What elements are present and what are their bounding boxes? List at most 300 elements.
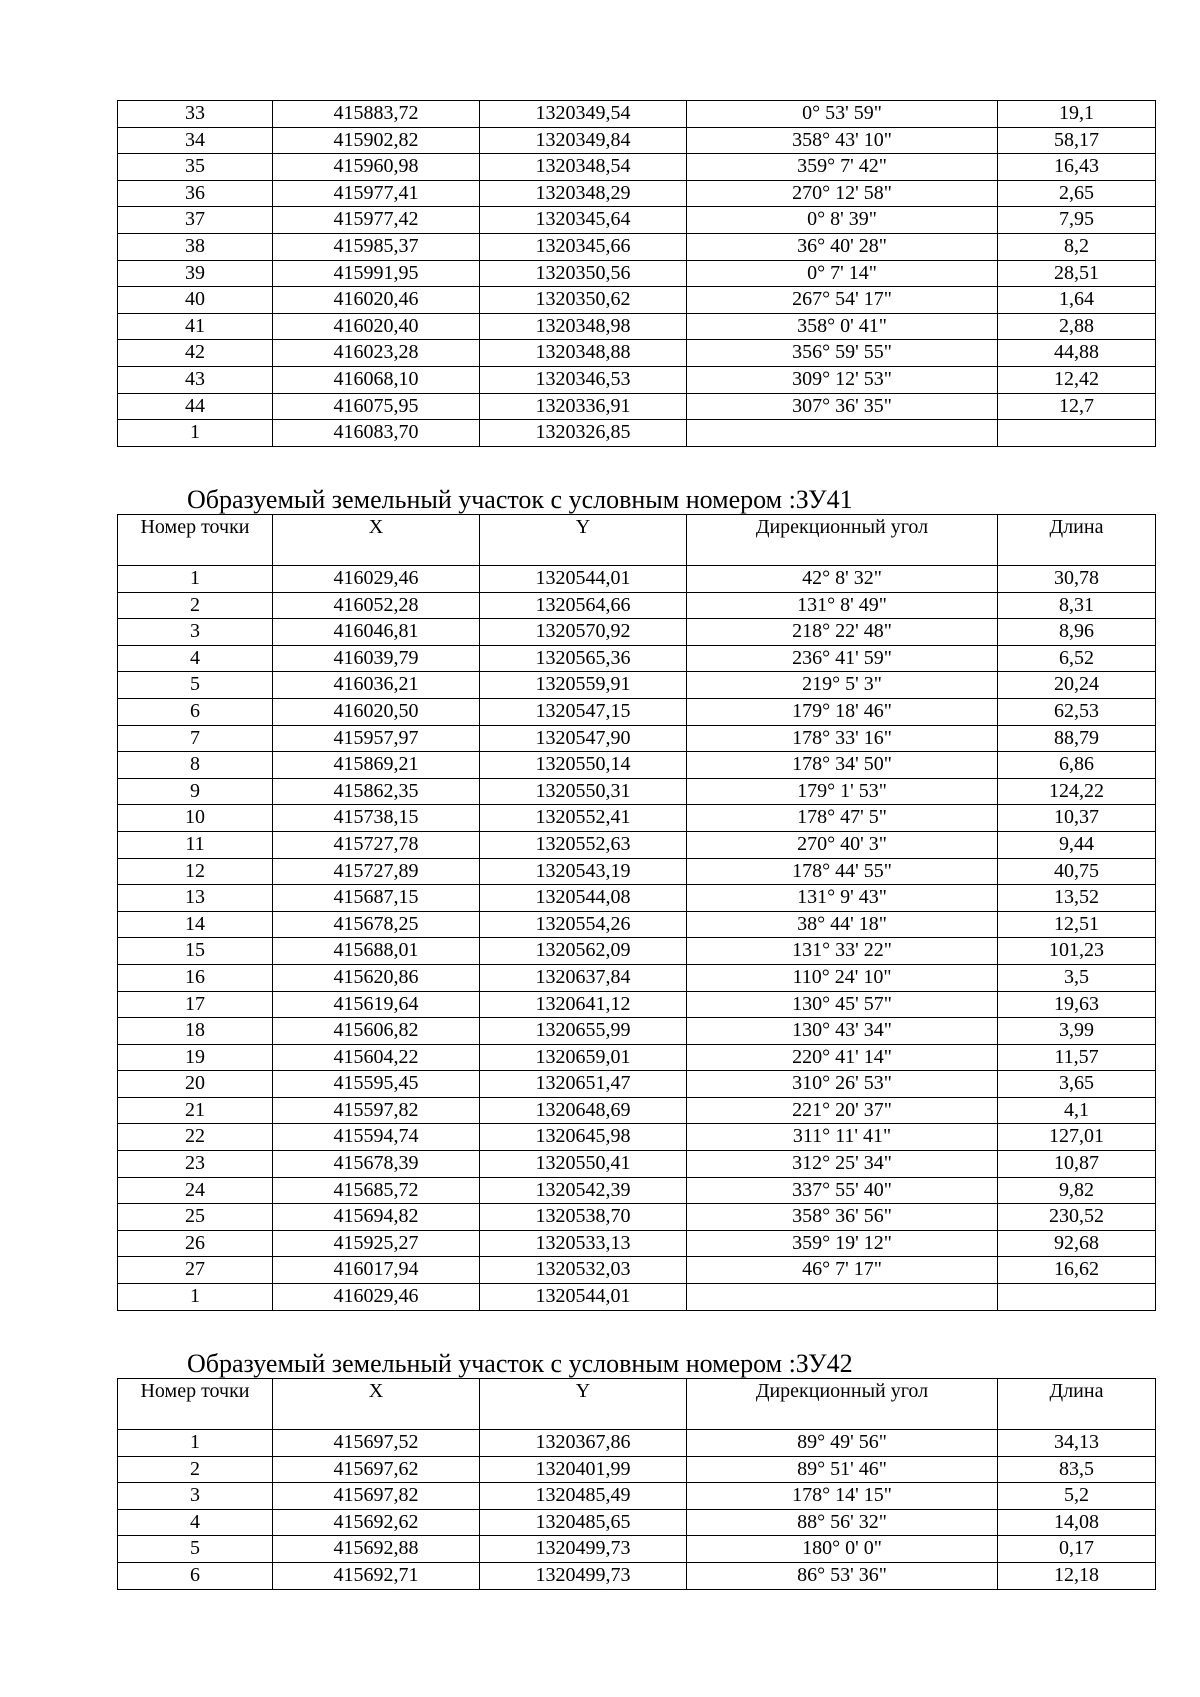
y-coord-cell: 1320547,15 — [480, 698, 687, 725]
x-coord-cell: 416020,40 — [273, 313, 480, 340]
length-cell: 14,08 — [998, 1509, 1156, 1536]
length-cell: 9,44 — [998, 831, 1156, 858]
length-cell: 19,63 — [998, 991, 1156, 1018]
direction-angle-cell: 310° 26' 53" — [687, 1071, 998, 1098]
table-row — [118, 340, 1156, 367]
point-number-cell: 3 — [118, 619, 273, 646]
x-coord-cell: 415862,35 — [273, 778, 480, 805]
y-coord-cell: 1320345,64 — [480, 207, 687, 234]
column-header-point: Номер точки — [118, 1379, 273, 1430]
point-number-cell: 43 — [118, 366, 273, 393]
y-coord-cell: 1320348,98 — [480, 313, 687, 340]
point-number-cell: 44 — [118, 393, 273, 420]
x-coord-cell: 415692,62 — [273, 1509, 480, 1536]
continuation-table — [117, 100, 1156, 447]
point-number-cell: 14 — [118, 911, 273, 938]
length-cell — [998, 1284, 1156, 1311]
length-cell: 58,17 — [998, 127, 1156, 154]
table-row — [118, 938, 1156, 965]
table-row — [118, 831, 1156, 858]
direction-angle-cell: 36° 40' 28" — [687, 233, 998, 260]
table-row — [118, 1456, 1156, 1483]
x-coord-cell: 415697,52 — [273, 1430, 480, 1457]
y-coord-cell: 1320544,08 — [480, 885, 687, 912]
point-number-cell: 21 — [118, 1097, 273, 1124]
table-row — [118, 752, 1156, 779]
y-coord-cell: 1320554,26 — [480, 911, 687, 938]
length-cell: 13,52 — [998, 885, 1156, 912]
point-number-cell: 17 — [118, 991, 273, 1018]
table-row — [118, 964, 1156, 991]
direction-angle-cell: 358° 0' 41" — [687, 313, 998, 340]
table-row — [118, 645, 1156, 672]
table-row — [118, 911, 1156, 938]
point-number-cell: 5 — [118, 672, 273, 699]
y-coord-cell: 1320346,53 — [480, 366, 687, 393]
point-number-cell: 1 — [118, 1430, 273, 1457]
table-row — [118, 778, 1156, 805]
x-coord-cell: 415678,39 — [273, 1151, 480, 1178]
x-coord-cell: 415619,64 — [273, 991, 480, 1018]
direction-angle-cell: 130° 43' 34" — [687, 1018, 998, 1045]
x-coord-cell: 416046,81 — [273, 619, 480, 646]
direction-angle-cell: 356° 59' 55" — [687, 340, 998, 367]
x-coord-cell: 416020,50 — [273, 698, 480, 725]
point-number-cell: 39 — [118, 260, 273, 287]
table-row — [118, 207, 1156, 234]
point-number-cell: 24 — [118, 1177, 273, 1204]
length-cell: 40,75 — [998, 858, 1156, 885]
table-row — [118, 698, 1156, 725]
length-cell: 124,22 — [998, 778, 1156, 805]
x-coord-cell: 415727,78 — [273, 831, 480, 858]
length-cell: 92,68 — [998, 1230, 1156, 1257]
length-cell: 3,65 — [998, 1071, 1156, 1098]
length-cell: 4,1 — [998, 1097, 1156, 1124]
table-row — [118, 1257, 1156, 1284]
column-header-x: X — [273, 515, 480, 566]
direction-angle-cell: 110° 24' 10" — [687, 964, 998, 991]
x-coord-cell: 415685,72 — [273, 1177, 480, 1204]
length-cell: 3,99 — [998, 1018, 1156, 1045]
length-cell: 34,13 — [998, 1430, 1156, 1457]
direction-angle-cell: 180° 0' 0" — [687, 1536, 998, 1563]
table-row — [118, 1151, 1156, 1178]
point-number-cell: 3 — [118, 1483, 273, 1510]
zu42-body — [118, 1379, 1156, 1590]
x-coord-cell: 415595,45 — [273, 1071, 480, 1098]
point-number-cell: 10 — [118, 805, 273, 832]
table-row — [118, 180, 1156, 207]
length-cell: 6,86 — [998, 752, 1156, 779]
y-coord-cell: 1320565,36 — [480, 645, 687, 672]
length-cell: 1,64 — [998, 287, 1156, 314]
table-row — [118, 1044, 1156, 1071]
y-coord-cell: 1320547,90 — [480, 725, 687, 752]
header-row — [118, 515, 1156, 566]
direction-angle-cell: 358° 43' 10" — [687, 127, 998, 154]
x-coord-cell: 415957,97 — [273, 725, 480, 752]
direction-angle-cell: 307° 36' 35" — [687, 393, 998, 420]
length-cell: 101,23 — [998, 938, 1156, 965]
x-coord-cell: 415727,89 — [273, 858, 480, 885]
point-number-cell: 6 — [118, 1562, 273, 1589]
table-row — [118, 1483, 1156, 1510]
y-coord-cell: 1320645,98 — [480, 1124, 687, 1151]
y-coord-cell: 1320550,14 — [480, 752, 687, 779]
x-coord-cell: 416083,70 — [273, 420, 480, 447]
direction-angle-cell: 178° 33' 16" — [687, 725, 998, 752]
y-coord-cell: 1320552,63 — [480, 831, 687, 858]
y-coord-cell: 1320499,73 — [480, 1536, 687, 1563]
y-coord-cell: 1320485,49 — [480, 1483, 687, 1510]
direction-angle-cell: 270° 40' 3" — [687, 831, 998, 858]
table-row — [118, 1230, 1156, 1257]
zu42-table — [117, 1378, 1156, 1590]
point-number-cell: 12 — [118, 858, 273, 885]
y-coord-cell: 1320637,84 — [480, 964, 687, 991]
x-coord-cell: 415991,95 — [273, 260, 480, 287]
table-row — [118, 366, 1156, 393]
column-header-x: X — [273, 1379, 480, 1430]
x-coord-cell: 415606,82 — [273, 1018, 480, 1045]
direction-angle-cell: 88° 56' 32" — [687, 1509, 998, 1536]
length-cell: 62,53 — [998, 698, 1156, 725]
x-coord-cell: 415604,22 — [273, 1044, 480, 1071]
length-cell: 16,62 — [998, 1257, 1156, 1284]
point-number-cell: 35 — [118, 154, 273, 181]
direction-angle-cell: 0° 8' 39" — [687, 207, 998, 234]
y-coord-cell: 1320648,69 — [480, 1097, 687, 1124]
x-coord-cell: 416036,21 — [273, 672, 480, 699]
zu41-table — [117, 514, 1156, 1311]
direction-angle-cell: 178° 34' 50" — [687, 752, 998, 779]
x-coord-cell: 415597,82 — [273, 1097, 480, 1124]
x-coord-cell: 415678,25 — [273, 911, 480, 938]
length-cell: 44,88 — [998, 340, 1156, 367]
point-number-cell: 8 — [118, 752, 273, 779]
y-coord-cell: 1320543,19 — [480, 858, 687, 885]
point-number-cell: 18 — [118, 1018, 273, 1045]
y-coord-cell: 1320485,65 — [480, 1509, 687, 1536]
x-coord-cell: 416020,46 — [273, 287, 480, 314]
table-row — [118, 858, 1156, 885]
length-cell: 16,43 — [998, 154, 1156, 181]
point-number-cell: 1 — [118, 1284, 273, 1311]
direction-angle-cell: 312° 25' 34" — [687, 1151, 998, 1178]
table-row — [118, 313, 1156, 340]
length-cell — [998, 420, 1156, 447]
point-number-cell: 7 — [118, 725, 273, 752]
point-number-cell: 22 — [118, 1124, 273, 1151]
direction-angle-cell — [687, 1284, 998, 1311]
table-row — [118, 1071, 1156, 1098]
length-cell: 9,82 — [998, 1177, 1156, 1204]
table-row — [118, 1536, 1156, 1563]
x-coord-cell: 415977,41 — [273, 180, 480, 207]
length-cell: 19,1 — [998, 101, 1156, 128]
y-coord-cell: 1320641,12 — [480, 991, 687, 1018]
y-coord-cell: 1320552,41 — [480, 805, 687, 832]
point-number-cell: 25 — [118, 1204, 273, 1231]
point-number-cell: 9 — [118, 778, 273, 805]
y-coord-cell: 1320550,31 — [480, 778, 687, 805]
x-coord-cell: 415687,15 — [273, 885, 480, 912]
length-cell: 12,42 — [998, 366, 1156, 393]
x-coord-cell: 415688,01 — [273, 938, 480, 965]
point-number-cell: 20 — [118, 1071, 273, 1098]
table-row — [118, 260, 1156, 287]
length-cell: 88,79 — [998, 725, 1156, 752]
point-number-cell: 19 — [118, 1044, 273, 1071]
point-number-cell: 4 — [118, 1509, 273, 1536]
x-coord-cell: 415692,71 — [273, 1562, 480, 1589]
header-row — [118, 1379, 1156, 1430]
y-coord-cell: 1320532,03 — [480, 1257, 687, 1284]
direction-angle-cell: 38° 44' 18" — [687, 911, 998, 938]
length-cell: 10,87 — [998, 1151, 1156, 1178]
length-cell: 10,37 — [998, 805, 1156, 832]
length-cell: 6,52 — [998, 645, 1156, 672]
y-coord-cell: 1320336,91 — [480, 393, 687, 420]
x-coord-cell: 415697,82 — [273, 1483, 480, 1510]
direction-angle-cell: 270° 12' 58" — [687, 180, 998, 207]
direction-angle-cell: 89° 51' 46" — [687, 1456, 998, 1483]
zu42-title: Образуемый земельный участок с условным номером :ЗУ42 — [187, 1349, 853, 1378]
length-cell: 8,31 — [998, 592, 1156, 619]
length-cell: 30,78 — [998, 566, 1156, 593]
point-number-cell: 36 — [118, 180, 273, 207]
length-cell: 12,51 — [998, 911, 1156, 938]
direction-angle-cell: 178° 44' 55" — [687, 858, 998, 885]
y-coord-cell: 1320659,01 — [480, 1044, 687, 1071]
point-number-cell: 13 — [118, 885, 273, 912]
direction-angle-cell: 178° 47' 5" — [687, 805, 998, 832]
y-coord-cell: 1320655,99 — [480, 1018, 687, 1045]
point-number-cell: 34 — [118, 127, 273, 154]
direction-angle-cell: 89° 49' 56" — [687, 1430, 998, 1457]
x-coord-cell: 415869,21 — [273, 752, 480, 779]
point-number-cell: 2 — [118, 592, 273, 619]
direction-angle-cell: 130° 45' 57" — [687, 991, 998, 1018]
length-cell: 8,2 — [998, 233, 1156, 260]
table-row — [118, 393, 1156, 420]
x-coord-cell: 415925,27 — [273, 1230, 480, 1257]
x-coord-cell: 415594,74 — [273, 1124, 480, 1151]
length-cell: 12,18 — [998, 1562, 1156, 1589]
point-number-cell: 16 — [118, 964, 273, 991]
table-row — [118, 233, 1156, 260]
point-number-cell: 15 — [118, 938, 273, 965]
table-row — [118, 725, 1156, 752]
point-number-cell: 41 — [118, 313, 273, 340]
point-number-cell: 23 — [118, 1151, 273, 1178]
table-row — [118, 101, 1156, 128]
y-coord-cell: 1320349,54 — [480, 101, 687, 128]
table-row — [118, 1097, 1156, 1124]
table-row — [118, 287, 1156, 314]
point-number-cell: 38 — [118, 233, 273, 260]
direction-angle-cell: 358° 36' 56" — [687, 1204, 998, 1231]
point-number-cell: 42 — [118, 340, 273, 367]
column-header-angle: Дирекционный угол — [687, 515, 998, 566]
point-number-cell: 11 — [118, 831, 273, 858]
point-number-cell: 33 — [118, 101, 273, 128]
direction-angle-cell: 179° 18' 46" — [687, 698, 998, 725]
y-coord-cell: 1320559,91 — [480, 672, 687, 699]
length-cell: 7,95 — [998, 207, 1156, 234]
x-coord-cell: 416029,46 — [273, 1284, 480, 1311]
point-number-cell: 26 — [118, 1230, 273, 1257]
point-number-cell: 5 — [118, 1536, 273, 1563]
direction-angle-cell: 337° 55' 40" — [687, 1177, 998, 1204]
direction-angle-cell: 311° 11' 41" — [687, 1124, 998, 1151]
point-number-cell: 27 — [118, 1257, 273, 1284]
direction-angle-cell: 131° 9' 43" — [687, 885, 998, 912]
table-row — [118, 1562, 1156, 1589]
column-header-y: Y — [480, 515, 687, 566]
x-coord-cell: 416039,79 — [273, 645, 480, 672]
column-header-point: Номер точки — [118, 515, 273, 566]
length-cell: 2,88 — [998, 313, 1156, 340]
table-row — [118, 420, 1156, 447]
table-row — [118, 1430, 1156, 1457]
length-cell: 20,24 — [998, 672, 1156, 699]
table-row — [118, 1018, 1156, 1045]
y-coord-cell: 1320350,56 — [480, 260, 687, 287]
direction-angle-cell — [687, 420, 998, 447]
direction-angle-cell: 86° 53' 36" — [687, 1562, 998, 1589]
zu41-title: Образуемый земельный участок с условным номером :ЗУ41 — [187, 485, 853, 514]
direction-angle-cell: 359° 7' 42" — [687, 154, 998, 181]
table-row — [118, 885, 1156, 912]
direction-angle-cell: 178° 14' 15" — [687, 1483, 998, 1510]
point-number-cell: 6 — [118, 698, 273, 725]
table-row — [118, 1204, 1156, 1231]
direction-angle-cell: 236° 41' 59" — [687, 645, 998, 672]
y-coord-cell: 1320401,99 — [480, 1456, 687, 1483]
direction-angle-cell: 42° 8' 32" — [687, 566, 998, 593]
x-coord-cell: 415883,72 — [273, 101, 480, 128]
length-cell: 2,65 — [998, 180, 1156, 207]
direction-angle-cell: 179° 1' 53" — [687, 778, 998, 805]
y-coord-cell: 1320326,85 — [480, 420, 687, 447]
length-cell: 8,96 — [998, 619, 1156, 646]
table-row — [118, 592, 1156, 619]
direction-angle-cell: 131° 8' 49" — [687, 592, 998, 619]
point-number-cell: 4 — [118, 645, 273, 672]
direction-angle-cell: 218° 22' 48" — [687, 619, 998, 646]
y-coord-cell: 1320544,01 — [480, 566, 687, 593]
length-cell: 230,52 — [998, 1204, 1156, 1231]
y-coord-cell: 1320349,84 — [480, 127, 687, 154]
direction-angle-cell: 359° 19' 12" — [687, 1230, 998, 1257]
table-row — [118, 127, 1156, 154]
y-coord-cell: 1320570,92 — [480, 619, 687, 646]
x-coord-cell: 415960,98 — [273, 154, 480, 181]
point-number-cell: 1 — [118, 420, 273, 447]
column-header-angle: Дирекционный угол — [687, 1379, 998, 1430]
length-cell: 5,2 — [998, 1483, 1156, 1510]
y-coord-cell: 1320348,54 — [480, 154, 687, 181]
table-row — [118, 1177, 1156, 1204]
y-coord-cell: 1320345,66 — [480, 233, 687, 260]
table-row — [118, 805, 1156, 832]
table-row — [118, 1284, 1156, 1311]
y-coord-cell: 1320348,29 — [480, 180, 687, 207]
direction-angle-cell: 0° 53' 59" — [687, 101, 998, 128]
table-row — [118, 1124, 1156, 1151]
x-coord-cell: 416052,28 — [273, 592, 480, 619]
y-coord-cell: 1320562,09 — [480, 938, 687, 965]
direction-angle-cell: 131° 33' 22" — [687, 938, 998, 965]
direction-angle-cell: 221° 20' 37" — [687, 1097, 998, 1124]
length-cell: 11,57 — [998, 1044, 1156, 1071]
x-coord-cell: 416017,94 — [273, 1257, 480, 1284]
table-row — [118, 154, 1156, 181]
continuation-body — [118, 101, 1156, 447]
table-row — [118, 1509, 1156, 1536]
direction-angle-cell: 46° 7' 17" — [687, 1257, 998, 1284]
y-coord-cell: 1320538,70 — [480, 1204, 687, 1231]
y-coord-cell: 1320533,13 — [480, 1230, 687, 1257]
column-header-length: Длина — [998, 515, 1156, 566]
x-coord-cell: 415692,88 — [273, 1536, 480, 1563]
y-coord-cell: 1320564,66 — [480, 592, 687, 619]
length-cell: 83,5 — [998, 1456, 1156, 1483]
x-coord-cell: 415697,62 — [273, 1456, 480, 1483]
x-coord-cell: 416029,46 — [273, 566, 480, 593]
x-coord-cell: 415738,15 — [273, 805, 480, 832]
x-coord-cell: 415694,82 — [273, 1204, 480, 1231]
point-number-cell: 37 — [118, 207, 273, 234]
x-coord-cell: 415985,37 — [273, 233, 480, 260]
x-coord-cell: 415620,86 — [273, 964, 480, 991]
y-coord-cell: 1320542,39 — [480, 1177, 687, 1204]
table-row — [118, 672, 1156, 699]
length-cell: 3,5 — [998, 964, 1156, 991]
length-cell: 28,51 — [998, 260, 1156, 287]
column-header-y: Y — [480, 1379, 687, 1430]
x-coord-cell: 415902,82 — [273, 127, 480, 154]
point-number-cell: 40 — [118, 287, 273, 314]
y-coord-cell: 1320651,47 — [480, 1071, 687, 1098]
length-cell: 127,01 — [998, 1124, 1156, 1151]
y-coord-cell: 1320350,62 — [480, 287, 687, 314]
y-coord-cell: 1320367,86 — [480, 1430, 687, 1457]
table-row — [118, 619, 1156, 646]
y-coord-cell: 1320544,01 — [480, 1284, 687, 1311]
direction-angle-cell: 309° 12' 53" — [687, 366, 998, 393]
point-number-cell: 2 — [118, 1456, 273, 1483]
y-coord-cell: 1320348,88 — [480, 340, 687, 367]
table-row — [118, 991, 1156, 1018]
column-header-length: Длина — [998, 1379, 1156, 1430]
table-row — [118, 566, 1156, 593]
point-number-cell: 1 — [118, 566, 273, 593]
zu41-body — [118, 515, 1156, 1311]
length-cell: 0,17 — [998, 1536, 1156, 1563]
direction-angle-cell: 0° 7' 14" — [687, 260, 998, 287]
y-coord-cell: 1320550,41 — [480, 1151, 687, 1178]
y-coord-cell: 1320499,73 — [480, 1562, 687, 1589]
direction-angle-cell: 267° 54' 17" — [687, 287, 998, 314]
direction-angle-cell: 219° 5' 3" — [687, 672, 998, 699]
x-coord-cell: 416068,10 — [273, 366, 480, 393]
direction-angle-cell: 220° 41' 14" — [687, 1044, 998, 1071]
length-cell: 12,7 — [998, 393, 1156, 420]
x-coord-cell: 415977,42 — [273, 207, 480, 234]
